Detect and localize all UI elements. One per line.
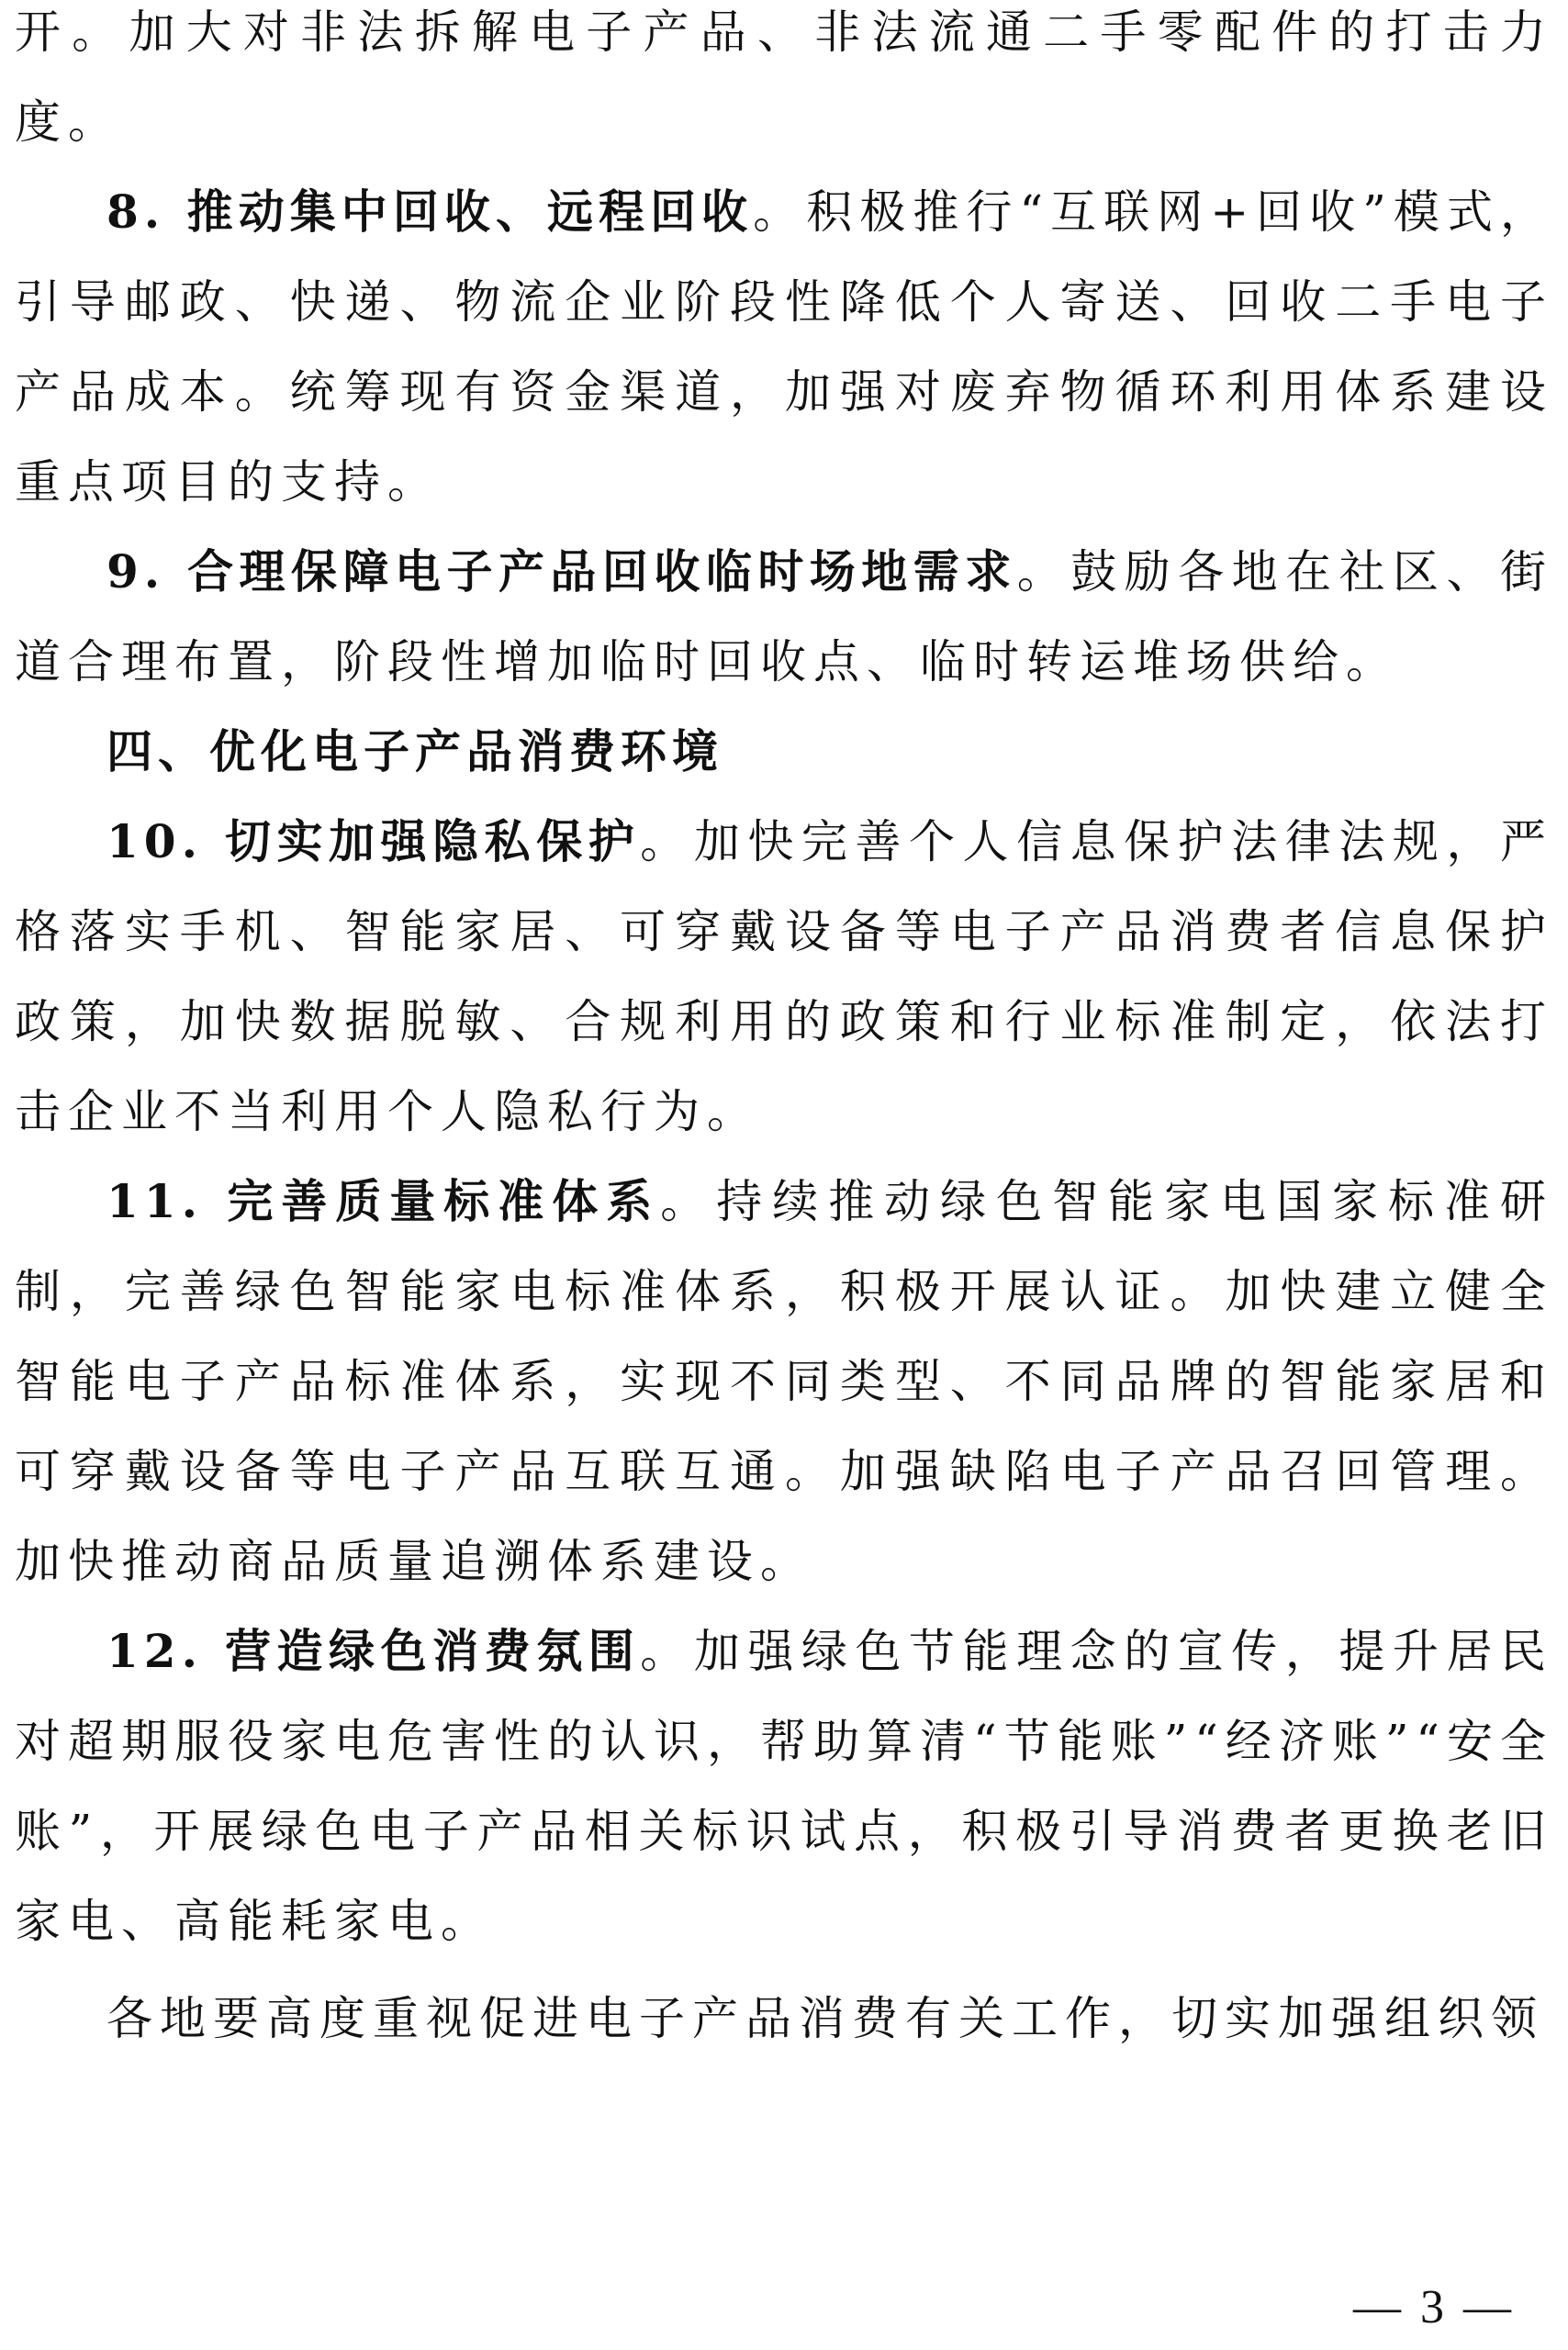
- paragraph-text: 各地要高度重视促进电子产品消费有关工作，切实加强组织领: [106, 1992, 1544, 2045]
- paragraph-text: 。加强绿色节能理念的宣传，提升居民对超期服役家电危害性的认识，帮助算清“节能账”“经济账”“安全账”，开展绿色电子产品相关标识试点，积极引导消费者更换老旧家电、高能耗家电。: [15, 1625, 1553, 1948]
- item-heading: 10. 切实加强隐私保护: [106, 814, 641, 868]
- item-heading: 12. 营造绿色消费氛围: [106, 1624, 641, 1678]
- paragraph-item-11: [15, 1157, 1553, 1606]
- paragraph-text: 。积极推行“互联网+回收”模式，引导邮政、快递、物流企业阶段性降低个人寄送、回收二手电子产品成本。统筹现有资金渠道，加强对废弃物循环利用体系建设重点项目的支持。: [15, 185, 1553, 509]
- item-heading: 11. 完善质量标准体系: [106, 1174, 661, 1228]
- paragraph-closing: [15, 1974, 1553, 2064]
- page-number: — 3 —: [1353, 2281, 1515, 2333]
- paragraph-item-9: [15, 527, 1553, 707]
- document-page: [15, 0, 1553, 2064]
- paragraph-text: 。鼓励各地在社区、街道合理布置，阶段性增加临时回收点、临时转运堆场供给。: [15, 545, 1554, 688]
- paragraph-text: 。加快完善个人信息保护法律法规，严格落实手机、智能家居、可穿戴设备等电子产品消费者信息保护政策，加快数据脱敏、合规利用的政策和行业标准制定，依法打击企业不当利用个人隐私行为。: [15, 815, 1553, 1138]
- section-heading: 四、优化电子产品消费环境: [106, 725, 723, 778]
- paragraph-item-10: [15, 797, 1553, 1157]
- item-heading: 9. 合理保障电子产品回收临时场地需求: [106, 544, 1017, 599]
- paragraph-text: 。持续推动绿色智能家电国家标准研制，完善绿色智能家电标准体系，积极开展认证。加快建立健全智能电子产品标准体系，实现不同类型、不同品牌的智能家居和可穿戴设备等电子产品互联互通。加强缺陷电子产品召回管理。加快推动商品质量追溯体系建设。: [15, 1175, 1553, 1588]
- paragraph-item-12: [15, 1606, 1553, 1966]
- paragraph-item-8: [15, 167, 1553, 527]
- paragraph-text: 开。加大对非法拆解电子产品、非法流通二手零配件的打击力度。: [15, 6, 1553, 149]
- item-heading: 8. 推动集中回收、远程回收: [106, 185, 754, 239]
- paragraph-continuation: [15, 0, 1553, 167]
